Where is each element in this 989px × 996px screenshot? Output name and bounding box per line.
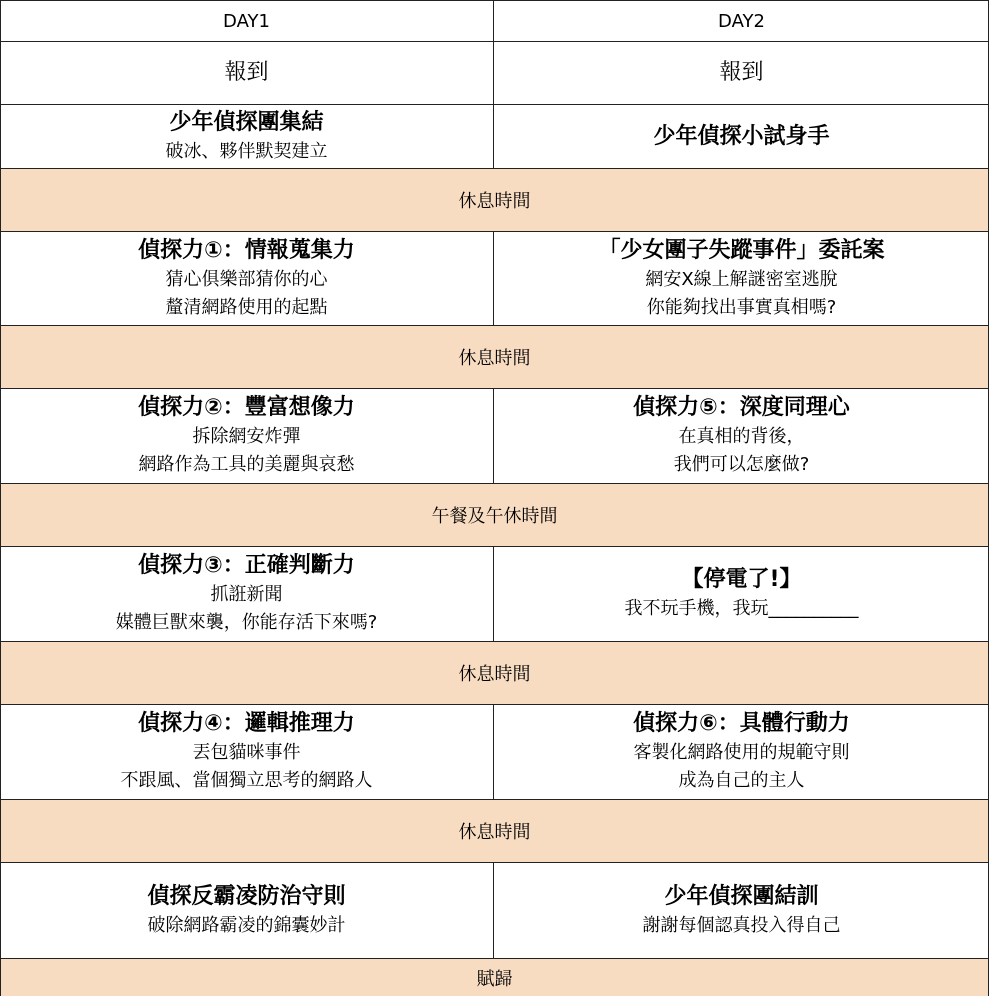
day2-session-4: [494, 547, 989, 641]
session-title: 少年偵探小試身手: [653, 123, 830, 149]
session-desc: 謝謝每個認真投入得自己: [642, 914, 841, 936]
day1-checkin-label: 報到: [224, 60, 269, 85]
session-title: 「少女團子失蹤事件」委託案: [598, 237, 885, 263]
day2-checkin-label: 報到: [719, 60, 764, 85]
session-desc: 成為自己的主人: [678, 770, 805, 791]
session-title: 少年偵探團集結: [169, 109, 324, 135]
day2-checkin: [494, 42, 989, 104]
session-desc: 網安X線上解謎密室逃脫: [645, 268, 838, 290]
session-desc: 客製化網路使用的規範守則: [633, 742, 850, 763]
day1-session-6: [0, 863, 494, 958]
session-row-1: [0, 104, 989, 168]
ending-row: 賦歸: [0, 958, 989, 996]
session-desc: 你能夠找出事實真相嗎?: [646, 296, 837, 318]
session-row-2: [0, 231, 989, 325]
header-row: [0, 0, 989, 41]
session-desc: 破除網路霸凌的錦囊妙計: [147, 914, 346, 936]
day2-session-1: [494, 105, 989, 168]
session-title: 偵探力②：豐富想像力: [138, 395, 355, 420]
day1-session-4: [0, 547, 494, 641]
session-desc: 抓誑新聞: [210, 584, 283, 605]
session-desc: 破冰、夥伴默契建立: [165, 140, 328, 162]
session-title: 偵探力⑤：深度同理心: [633, 395, 850, 420]
session-desc: 拆除網安炸彈: [192, 426, 301, 447]
day1-checkin: [0, 42, 494, 104]
day2-session-2: [494, 232, 989, 325]
day2-session-6: [494, 863, 989, 958]
session-desc: 在真相的背後，: [678, 426, 805, 447]
day1-session-2: [0, 232, 494, 325]
session-row-3: [0, 388, 989, 483]
break-row-1: 休息時間: [0, 168, 989, 231]
session-title: 偵探力③：正確判斷力: [138, 553, 355, 578]
session-title: 偵探力①：情報蒐集力: [138, 237, 355, 263]
break-row-4: 休息時間: [0, 799, 989, 862]
session-desc: 釐清網路使用的起點: [165, 296, 328, 318]
day1-session-3: [0, 389, 494, 483]
session-desc: 媒體巨獸來襲，你能存活下來嗎?: [115, 612, 378, 633]
session-desc: 我們可以怎麼做?: [673, 454, 810, 475]
session-row-5: [0, 704, 989, 799]
day1-header: DAY1: [0, 1, 494, 41]
day2-session-5: [494, 705, 989, 799]
session-title: 少年偵探團結訓: [664, 883, 819, 909]
session-title: 偵探力⑥：具體行動力: [633, 711, 850, 736]
day2-header: DAY2: [718, 10, 765, 32]
session-desc: 我不玩手機，我玩__________: [624, 598, 859, 619]
checkin-row: [0, 41, 989, 104]
session-title: 偵探力④：邏輯推理力: [138, 711, 355, 736]
break-row-2: 休息時間: [0, 325, 989, 388]
day2-session-3: [494, 389, 989, 483]
session-title: 【停電了!】: [681, 567, 802, 592]
session-row-4: [0, 546, 989, 641]
session-desc: 網路作為工具的美麗與哀愁: [138, 454, 355, 475]
session-desc: 猜心俱樂部猜你的心: [165, 268, 328, 290]
break-row-3: 休息時間: [0, 641, 989, 704]
session-row-6: [0, 862, 989, 958]
day1-session-5: [0, 705, 494, 799]
day1-session-1: [0, 105, 494, 168]
session-desc: 不跟風、當個獨立思考的網路人: [120, 770, 373, 791]
session-title: 偵探反霸凌防治守則: [147, 883, 346, 909]
session-desc: 丟包貓咪事件: [192, 742, 301, 763]
lunch-row: 午餐及午休時間: [0, 483, 989, 546]
